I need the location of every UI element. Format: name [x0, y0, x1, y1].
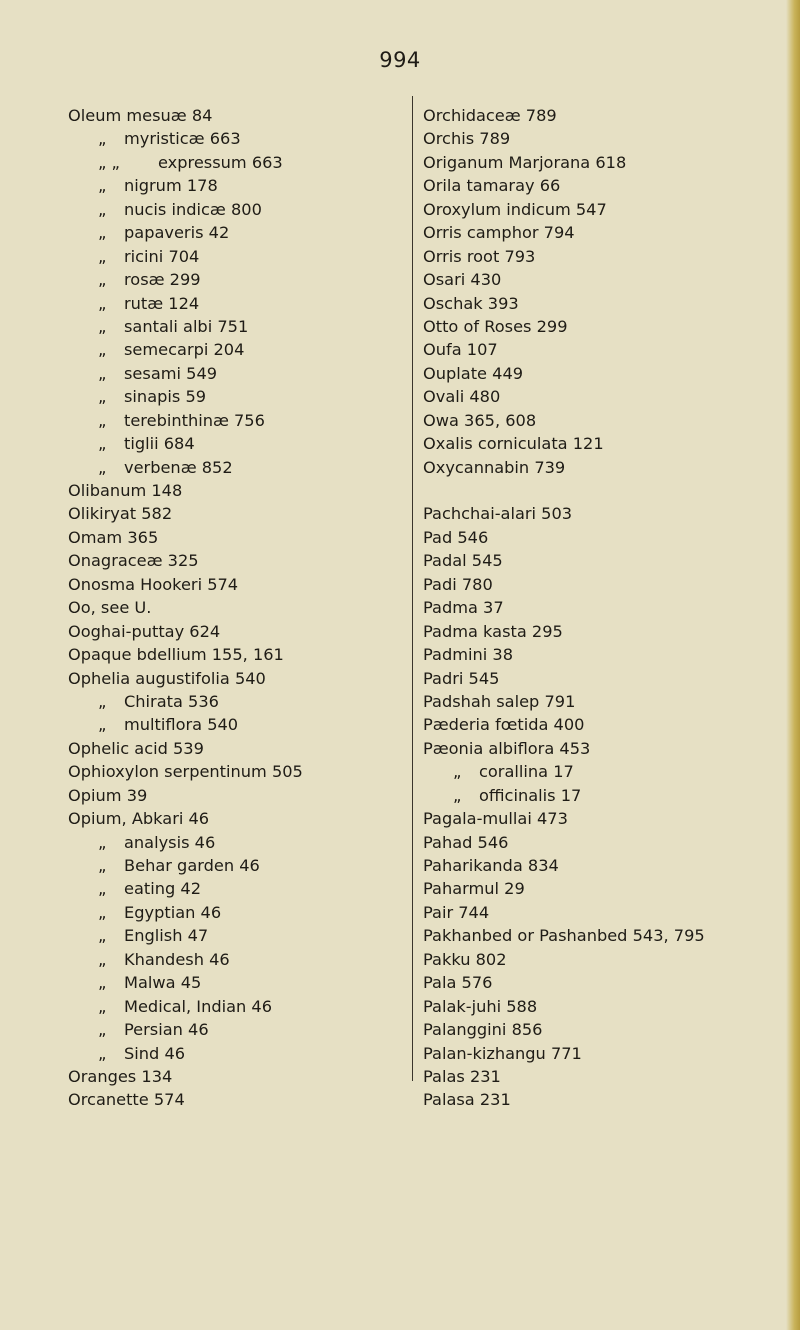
section-gap: [423, 479, 783, 502]
entry-text: rutæ 124: [124, 293, 200, 313]
ditto-mark: „: [98, 973, 107, 993]
index-entry: [68, 573, 408, 596]
ditto-mark: „: [98, 832, 107, 852]
entry-text: Pakhanbed or Pashanbed 543, 795: [423, 926, 705, 946]
index-entry: [68, 713, 408, 736]
index-entry: [423, 198, 783, 221]
ditto-mark: „: [98, 1043, 107, 1063]
entry-text: analysis 46: [124, 832, 216, 852]
entry-text: Orila tamaray 66: [423, 176, 561, 196]
index-entry: [423, 877, 783, 900]
index-entry: [68, 268, 408, 291]
index-entry: [423, 174, 783, 197]
entry-text: Opium 39: [68, 785, 148, 805]
index-entry: [423, 245, 783, 268]
ditto-mark: „: [98, 434, 107, 454]
entry-text: Padma 37: [423, 598, 504, 618]
entry-text: Oxycannabin 739: [423, 457, 566, 477]
index-entry: [68, 1018, 408, 1041]
index-entry: [68, 948, 408, 971]
index-entry: [423, 737, 783, 760]
index-entry: [423, 995, 783, 1018]
entry-text: Pagala-mullai 473: [423, 809, 568, 829]
entry-text: Ooghai-puttay 624: [68, 621, 221, 641]
index-entry: [423, 971, 783, 994]
entry-text: Oufa 107: [423, 340, 498, 360]
entry-text: Medical, Indian 46: [124, 996, 273, 1016]
entry-text: Palan-kizhangu 771: [423, 1043, 582, 1063]
entry-text: Padma kasta 295: [423, 621, 563, 641]
entry-text: myristicæ 663: [124, 129, 241, 149]
index-entry: [68, 901, 408, 924]
index-entry: [423, 221, 783, 244]
entry-text: Ouplate 449: [423, 363, 524, 383]
index-entry: [423, 502, 783, 525]
entry-text: English 47: [124, 926, 209, 946]
ditto-mark: „: [98, 293, 107, 313]
index-entry: [68, 502, 408, 525]
index-entry: [423, 1042, 783, 1065]
index-entry: [68, 877, 408, 900]
entry-text: Pad 546: [423, 527, 489, 547]
ditto-mark: „: [98, 363, 107, 383]
index-entry: [423, 713, 783, 736]
index-entry: [423, 948, 783, 971]
entry-text: sinapis 59: [124, 387, 207, 407]
page-number: 994: [379, 48, 421, 72]
index-entry: [68, 1065, 408, 1088]
index-entry: [68, 315, 408, 338]
entry-text: santali albi 751: [124, 316, 249, 336]
ditto-mark: „: [453, 785, 462, 805]
index-entry: [423, 1088, 783, 1111]
index-entry: [68, 854, 408, 877]
entry-text: Ophioxylon serpentinum 505: [68, 762, 303, 782]
index-entry: [68, 971, 408, 994]
entry-text: Opium, Abkari 46: [68, 809, 210, 829]
index-entry: [423, 362, 783, 385]
index-entry: [68, 620, 408, 643]
index-entry: [68, 784, 408, 807]
index-entry: [423, 690, 783, 713]
entry-text: nucis indicæ 800: [124, 199, 262, 219]
entry-text: sesami 549: [124, 363, 218, 383]
entry-text: Ophelia augustifolia 540: [68, 668, 266, 688]
index-entry: [423, 315, 783, 338]
ditto-mark: „: [98, 199, 107, 219]
entry-text: Orchidaceæ 789: [423, 106, 557, 125]
entry-text: multiflora 540: [124, 715, 239, 735]
index-entry: [68, 760, 408, 783]
entry-text: Orris camphor 794: [423, 223, 575, 243]
entry-text: tiglii 684: [124, 434, 195, 454]
index-entry: [68, 432, 408, 455]
entry-text: Behar garden 46: [124, 856, 260, 875]
index-entry: [423, 549, 783, 572]
index-entry: [423, 807, 783, 830]
entry-text: semecarpi 204: [124, 340, 245, 360]
entry-text: Olibanum 148: [68, 481, 183, 500]
index-entry: [423, 760, 783, 783]
entry-text: Origanum Marjorana 618: [423, 152, 627, 172]
index-entry: [68, 924, 408, 947]
index-entry: [423, 409, 783, 432]
index-entry: [423, 432, 783, 455]
ditto-mark: „: [98, 223, 107, 243]
entry-text: Otto of Roses 299: [423, 316, 568, 336]
index-entry: [68, 596, 408, 619]
index-entry: [423, 526, 783, 549]
index-entry: [68, 1088, 408, 1111]
entry-text: Onagraceæ 325: [68, 551, 199, 571]
ditto-mark: „ „: [98, 152, 120, 172]
ditto-mark: „: [98, 902, 107, 922]
entry-text: eating 42: [124, 879, 202, 899]
entry-text: Pala 576: [423, 973, 493, 993]
entry-text: Pæderia fœtida 400: [423, 715, 585, 735]
index-entry: [68, 831, 408, 854]
entry-text: Palas 231: [423, 1066, 501, 1086]
index-entry: [68, 479, 408, 502]
entry-text: Pair 744: [423, 902, 490, 922]
entry-text: terebinthinæ 756: [124, 410, 265, 430]
ditto-mark: „: [98, 996, 107, 1016]
entry-text: Omam 365: [68, 527, 159, 547]
index-entry: [68, 995, 408, 1018]
entry-text: verbenæ 852: [124, 457, 233, 477]
index-column-left: [68, 104, 408, 1112]
index-entry: [68, 127, 408, 150]
entry-text: Khandesh 46: [124, 949, 230, 969]
entry-text: Oschak 393: [423, 293, 519, 313]
entry-text: Opaque bdellium 155, 161: [68, 645, 284, 665]
index-entry: [423, 854, 783, 877]
entry-text: Olikiryat 582: [68, 504, 173, 524]
entry-text: Onosma Hookeri 574: [68, 574, 239, 594]
index-entry: [423, 385, 783, 408]
index-entry: [68, 221, 408, 244]
entry-text: Orcanette 574: [68, 1090, 185, 1110]
entry-text: Palanggini 856: [423, 1020, 543, 1040]
entry-text: rosæ 299: [124, 270, 201, 290]
entry-text: ricini 704: [124, 246, 200, 266]
index-entry: [423, 596, 783, 619]
entry-text: Oroxylum indicum 547: [423, 199, 607, 219]
entry-text: Egyptian 46: [124, 902, 222, 922]
ditto-mark: „: [98, 691, 107, 711]
index-entry: [423, 643, 783, 666]
entry-text: Pahad 546: [423, 832, 509, 852]
ditto-mark: „: [98, 1020, 107, 1040]
index-entry: [423, 924, 783, 947]
entry-text: Oo, see U.: [68, 598, 152, 618]
ditto-mark: „: [453, 762, 462, 782]
index-column-right: [423, 104, 783, 1112]
entry-text: Padshah salep 791: [423, 691, 576, 711]
index-entry: [68, 549, 408, 572]
entry-text: officinalis 17: [479, 785, 582, 805]
index-entry: [68, 456, 408, 479]
ditto-mark: „: [98, 949, 107, 969]
ditto-mark: „: [98, 410, 107, 430]
index-entry: [68, 292, 408, 315]
ditto-mark: „: [98, 926, 107, 946]
entry-text: Malwa 45: [124, 973, 202, 993]
entry-text: corallina 17: [479, 762, 574, 782]
ditto-mark: „: [98, 387, 107, 407]
entry-text: Orchis 789: [423, 129, 511, 149]
entry-text: Persian 46: [124, 1020, 209, 1040]
index-entry: [68, 690, 408, 713]
index-entry: [68, 667, 408, 690]
index-entry: [423, 831, 783, 854]
entry-text: Padal 545: [423, 551, 503, 571]
entry-text: Palak-juhi 588: [423, 996, 538, 1016]
ditto-mark: „: [98, 879, 107, 899]
entry-text: Pachchai-alari 503: [423, 504, 573, 524]
entry-text: Paharmul 29: [423, 879, 525, 899]
index-entry: [68, 807, 408, 830]
index-entry: [423, 456, 783, 479]
entry-text: Palasa 231: [423, 1090, 511, 1110]
entry-text: Ovali 480: [423, 387, 501, 407]
index-entry: [68, 409, 408, 432]
index-entry: [423, 104, 783, 127]
index-entry: [423, 127, 783, 150]
ditto-mark: „: [98, 176, 107, 196]
entry-text: Oleum mesuæ 84: [68, 106, 213, 125]
index-entry: [423, 338, 783, 361]
ditto-mark: „: [98, 856, 107, 875]
index-entry: [68, 362, 408, 385]
ditto-mark: „: [98, 129, 107, 149]
entry-text: Pæonia albiflora 453: [423, 738, 591, 758]
index-entry: [68, 174, 408, 197]
entry-text: Paharikanda 834: [423, 856, 559, 875]
ditto-mark: „: [98, 457, 107, 477]
entry-text: Ophelic acid 539: [68, 738, 204, 758]
entry-text: nigrum 178: [124, 176, 218, 196]
index-entry: [68, 245, 408, 268]
ditto-mark: „: [98, 246, 107, 266]
ditto-mark: „: [98, 340, 107, 360]
entry-text: Chirata 536: [124, 691, 219, 711]
ditto-mark: „: [98, 270, 107, 290]
index-entry: [423, 667, 783, 690]
ditto-mark: „: [98, 715, 107, 735]
entry-text: papaveris 42: [124, 223, 230, 243]
entry-text: Owa 365, 608: [423, 410, 537, 430]
index-entry: [68, 737, 408, 760]
entry-text: Padri 545: [423, 668, 500, 688]
index-entry: [68, 104, 408, 127]
index-entry: [68, 338, 408, 361]
entry-text: expressum 663: [158, 152, 283, 172]
entry-text: Oxalis corniculata 121: [423, 434, 604, 454]
ditto-mark: „: [98, 316, 107, 336]
index-entry: [68, 151, 408, 174]
index-entry: [423, 1065, 783, 1088]
column-divider: [412, 96, 413, 1081]
index-entry: [423, 784, 783, 807]
index-entry: [68, 1042, 408, 1065]
entry-text: Pakku 802: [423, 949, 507, 969]
index-entry: [423, 620, 783, 643]
index-entry: [68, 198, 408, 221]
entry-text: Orris root 793: [423, 246, 536, 266]
index-entry: [423, 151, 783, 174]
index-entry: [68, 643, 408, 666]
index-entry: [423, 901, 783, 924]
index-entry: [68, 526, 408, 549]
entry-text: Padmini 38: [423, 645, 513, 665]
index-entry: [423, 1018, 783, 1041]
entry-text: Sind 46: [124, 1043, 186, 1063]
entry-text: Osari 430: [423, 270, 502, 290]
entry-text: Padi 780: [423, 574, 493, 594]
index-entry: [423, 292, 783, 315]
index-entry: [68, 385, 408, 408]
entry-text: Oranges 134: [68, 1066, 173, 1086]
index-entry: [423, 573, 783, 596]
index-entry: [423, 268, 783, 291]
page-edge: [786, 0, 800, 1330]
